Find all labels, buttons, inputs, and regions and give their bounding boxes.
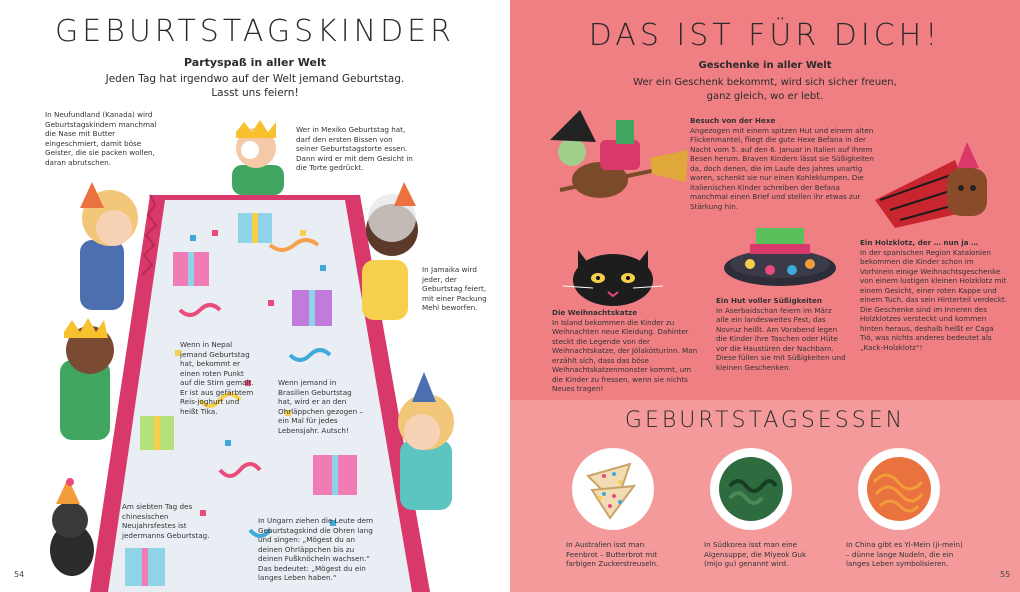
section-hexe-heading: Besuch von der Hexe [690,116,776,125]
blurb-jamaika: In Jamaika wird jeder, der Geburtstag feiert, mit einer Packung Mehl beworfen. [422,265,487,312]
section-weihnachtskatze-heading: Die Weihnachtskatze [552,308,638,317]
section-hut-heading: Ein Hut voller Süßigkeiten [716,296,822,305]
left-page-subtitle: Partyspaß in aller Welt [184,56,326,69]
section-weihnachtskatze [552,308,702,394]
blurb-brasilien: Wenn jemand in Brasilien Geburtstag hat, wird er an den Ohrläppchen gezogen – ein Mal für jedes Lebensjahr. Autsch! [278,378,364,435]
food-australien: In Australien isst man Feenbrot – Butterbrot mit farbigen Zuckerstreuseln. [566,540,659,568]
witch-befana-illustration [540,110,690,220]
seaweed-soup-bowl-illustration [708,446,794,532]
fairy-bread-plate-illustration [570,446,656,532]
right-page-subtitle: Geschenke in aller Welt [698,60,832,71]
page-number-right: 55 [1000,570,1011,579]
food-suedkorea: In Südkorea isst man eine Algensuppe, die Miyeok Guk (mijo gu) genannt wird. [704,540,807,568]
section-weihnachtskatze-body: In Island bekommen die Kinder zu Weihnachten neue Kleidung. Dahinter steckt die Legende von der Weihnachtskatze, der Jólakötturinn. Man erzählt sich, dass das böse Weihnachtskatzenmonster kommt, um die Kinder zu fressen, wenn sie nichts Neues tragen! [552,317,698,393]
child-left-nepal [60,318,114,440]
section-hut [716,296,846,372]
page-number-left: 54 [14,570,25,579]
section-hut-body: In Aserbaidschan feiern im März alle ein landesweites Fest, das Novruz heißt. Am Vorabend legen die Kinder ihre Taschen oder Hüte vor die Haustüren der Nachbarn. Diese füllen sie mit Süßigkeiten und kleinen Geschenken. [716,305,846,372]
gift-icon [313,455,357,495]
gift-icon [140,416,174,450]
section-hexe [690,116,880,211]
blurb-nepal: Wenn in Nepal jemand Geburtstag hat, bekommt er einen roten Punkt auf die Stirn gemalt. Er ist aus gefärbtem Reis-joghurt und heißt Tika. [180,340,254,416]
child-right-curly [362,182,418,320]
section-hexe-body: Angezogen mit einem spitzen Hut und einem alten Flickenmantel, fliegt die gute Hexe Befana in der Nacht vom 5. auf den 6. Januar in Italien auf ihrem Besen herum. Braven Kindern lässt sie Süßigkeiten da, doch denen, die im Laufe des Jahres unartig waren, schenkt sie nur einen Kohleklumpen. Die italienischen Kinder schreiben der Befana manchmal einen Brief und stellen ihr etwas zur Stärkung hin. [690,125,874,211]
left-page-intro: Jeden Tag hat irgendwo auf der Welt jemand Geburtstag. Lasst uns feiern! [105,73,405,99]
section-holzklotz-heading: Ein Holzklotz, der … nun ja … [860,238,979,247]
child-right-blonde [398,372,454,510]
food-china: In China gibt es Yi-Mein (ji-mein) – dünne lange Nudeln, die ein langes Leben symbolisieren. [846,540,963,568]
child-left-blonde [80,182,138,310]
blurb-ungarn: In Ungarn ziehen die Leute dem Geburtstagskind die Ohren lang und singen: „Mögest du an deinen Ohrläppchen bis zu deinen Fußknöcheln wachsen.“ Das bedeutet: „Mögest du ein langes Leben haben.“ [258,516,374,582]
section-holzklotz-body: In der spanischen Region Katalonien bekommen die Kinder schon im Vorhinein einige Weihnachtsgeschenke von einem lustigen kleinen Holzklotz mit einem Gesicht, einer roten Kappe und einem Tuch, das sein Hinterteil verdeckt. Die Geschenke sind im Inneren des Holzklotzes versteckt und kommen hinten heraus, deshalb heißt er Caga Tió, was nichts anderes bedeutet als „Kack-Holzklotz“! [860,247,1007,352]
christmas-cat-illustration [558,240,668,310]
left-page-title: GEBURTSTAGSKINDER [55,14,455,49]
right-page-intro: Wer ein Geschenk bekommt, wird sich sicher freuen, ganz gleich, wo er lebt. [633,77,897,102]
food-section-title: GEBURTSTAGSESSEN [624,408,906,433]
right-page-title: DAS IST FÜR DICH! [588,18,942,53]
gift-icon [238,213,272,243]
child-top-crown [232,120,284,195]
blurb-china-neujahr: Am siebten Tag des chinesischen Neujahrsfestes ist jedermanns Geburtstag. [122,502,210,540]
gift-icon [292,290,332,326]
caga-tio-illustration [865,140,1005,230]
right-page [510,0,1020,592]
gift-icon [125,548,165,586]
blurb-mexiko: Wer in Mexiko Geburtstag hat, darf den ersten Bissen von seiner Geburtstagstorte essen. Dann wird er mit dem Gesicht in die Torte gedrückt. [296,125,413,172]
gift-icon [173,252,209,286]
section-holzklotz [860,238,1008,352]
dog-icon [50,478,94,576]
novruz-hat-illustration [720,220,840,290]
blurb-neufundland: In Neufundland (Kanada) wird Geburtstagskindern manchmal die Nase mit Butter eingeschmiert, damit böse Geister, die sie packen wollen, daran abrutschen. [45,110,157,167]
noodles-plate-illustration [856,446,942,532]
